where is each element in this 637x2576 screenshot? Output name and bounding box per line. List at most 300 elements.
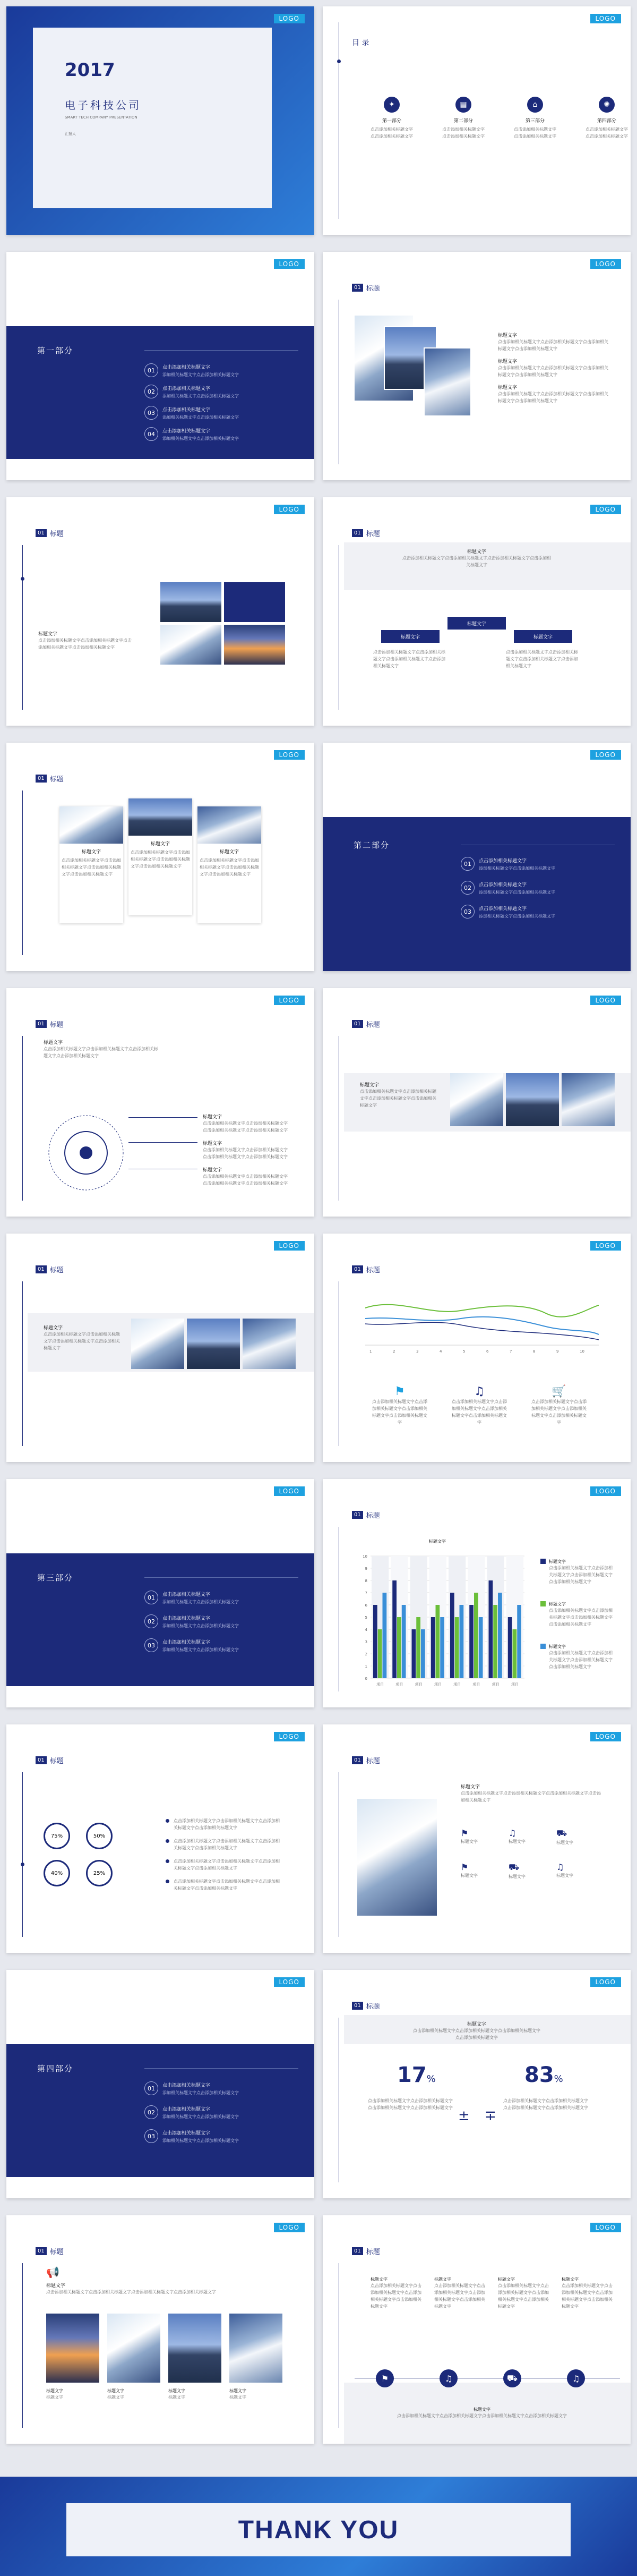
card-text: 点击添加相关标题文字点击添加相关标题文字点击添加相关标题文字点击添加相关标题文字 [200,858,259,877]
thankyou-banner [0,2477,637,2576]
photo [450,1073,503,1126]
slide-part-3 [6,1479,314,1707]
text-body: 点击添加相关标题文字点击添加相关标题文字点击添加相关标题文字点击添加相关标题文字 [44,1047,158,1058]
section-number: 01 [36,1756,47,1764]
stat-right [524,2063,563,2087]
toc-item-label: 第一部分 [382,118,401,124]
timeline-item-text: 点击添加相关标题文字点击添加相关标题文字点击添加相关标题文字点击添加相关标题文字 [562,2283,613,2309]
slide-heading [36,2246,64,2256]
photo [187,1319,240,1369]
part-item-desc: 添加相关标题文字点击添加相关标题文字 [479,866,555,871]
list-item-text: 点击添加相关标题文字点击添加相关标题文字点击添加相关标题文字点击添加相关标题文字 [174,1839,280,1850]
part-title: 第三部分 [37,1573,74,1583]
logo: LOGO [274,1241,305,1251]
part-item-desc: 添加相关标题文字点击添加相关标题文字 [479,914,555,919]
part-item-number: 03 [144,2129,158,2143]
slide-heading [352,2246,380,2256]
x-tick: 项目 [395,1682,403,1687]
bar [436,1605,440,1678]
part-item[interactable] [144,2129,239,2144]
card-title: 标题文字 [219,849,239,855]
text-body: 点击添加相关标题文字点击添加相关标题文字点击添加相关标题文字点击添加相关标题文字 [203,1121,288,1133]
card[interactable] [197,806,261,923]
y-tick: 3 [365,1640,367,1644]
part-item-number: 02 [144,385,158,398]
slide-photo-icons [323,1724,631,1953]
bar [412,1629,416,1678]
list-item-text: 点击添加相关标题文字点击添加相关标题文字点击添加相关标题文字点击添加相关标题文字 [174,1818,280,1830]
x-tick: 项目 [376,1682,384,1687]
flag-icon: ⚑ [461,1862,469,1872]
timeline-dot [21,577,24,581]
part-item[interactable] [461,881,555,895]
feature-text: 点击添加相关标题文字点击添加相关标题文字点击添加相关标题文字点击添加相关标题文字 [452,1399,507,1425]
part-item-desc: 添加相关标题文字点击添加相关标题文字 [162,1623,239,1628]
text-title: 标题文字 [203,1115,222,1120]
feature[interactable] [371,1385,429,1426]
section-title: 标题 [49,776,64,784]
logo: LOGO [274,750,305,760]
part-item[interactable] [144,385,239,399]
bar [517,1605,521,1678]
target-graphic [38,1110,144,1195]
bar [383,1593,387,1678]
timeline [22,790,23,955]
slide-four-photos [6,2215,314,2444]
caption-title: 标题文字 [168,2388,185,2393]
cart-icon: ⛟ [509,1862,520,1872]
y-tick: 2 [365,1652,367,1656]
stat-right-text: 点击添加相关标题文字点击添加相关标题文字点击添加相关标题文字点击添加相关标题文字 [503,2098,588,2110]
section-title: 标题 [366,1266,380,1274]
y-tick: 7 [365,1591,367,1595]
stat-value: 17 [397,2063,427,2087]
slide-cover [6,6,314,235]
music-icon: ♫ [509,1828,517,1838]
slide-part-2 [323,743,631,971]
timeline-item-text: 点击添加相关标题文字点击添加相关标题文字点击添加相关标题文字点击添加相关标题文字 [434,2283,485,2309]
timeline-item-text: 点击添加相关标题文字点击添加相关标题文字点击添加相关标题文字点击添加相关标题文字 [498,2283,549,2309]
flag-icon: ⚑ [461,1828,469,1838]
x-tick: 项目 [415,1682,423,1687]
flag-icon[interactable]: ⚑ [376,2369,394,2387]
y-tick: 10 [363,1554,367,1559]
photo [506,1073,559,1126]
bar [508,1617,512,1678]
compass-icon: ✦ [384,97,400,113]
chart-title: 标题文字 [429,1539,446,1544]
photo [562,1073,615,1126]
x-tick: 项目 [434,1682,442,1687]
percent-circle: 75% [44,1823,70,1849]
slide-heading [352,2001,380,2011]
timeline-item [562,2276,615,2310]
color-block [224,582,285,622]
part-item[interactable] [144,2081,239,2096]
toc-item-desc: 点击添加相关标题文字点击添加相关标题文字 [514,127,556,139]
logo: LOGO [590,1732,621,1741]
feature-text: 点击添加相关标题文字点击添加相关标题文字点击添加相关标题文字点击添加相关标题文字 [372,1399,427,1425]
flag-icon: ⚑ [394,1385,405,1398]
flow-center-box[interactable]: 标题文字 [447,617,506,630]
part-item[interactable] [461,905,555,919]
x-tick: 项目 [453,1682,461,1687]
part-item[interactable] [144,2105,239,2120]
part-item-number: 02 [461,881,475,895]
legend-label: 标题文字 [549,1602,566,1606]
section-number: 01 [36,529,47,537]
part-item-number: 03 [144,1638,158,1652]
part-item-title: 点击添加相关标题文字 [162,1592,211,1597]
part-title: 第一部分 [37,346,74,355]
icon-item-text: 标题文字 [556,1873,573,1878]
section-title: 标题 [366,2003,380,2011]
part-item-number: 04 [144,427,158,441]
slide-heading [36,1019,64,1029]
logo: LOGO [590,1486,621,1496]
part-item-title: 点击添加相关标题文字 [162,429,211,434]
photo [424,347,471,416]
icon-item-text: 标题文字 [461,1839,478,1844]
card-text: 点击添加相关标题文字点击添加相关标题文字点击添加相关标题文字点击添加相关标题文字 [131,850,190,869]
section-title: 标题 [49,530,64,538]
part-item-desc: 添加相关标题文字点击添加相关标题文字 [162,2114,239,2119]
section-title: 标题 [366,1757,380,1765]
logo: LOGO [590,2223,621,2232]
icon-item[interactable] [556,1828,604,1846]
part-item[interactable] [144,1591,239,1605]
y-tick: 6 [365,1603,367,1608]
section-number: 01 [352,1020,363,1028]
section-title: 标题 [366,2248,380,2256]
list-item [166,1878,282,1892]
photo [197,806,261,844]
bar-chart [355,1545,535,1694]
part-item-number: 01 [144,2081,158,2095]
slide-photo-text [323,252,631,480]
icon-item[interactable] [556,1862,604,1880]
legend-text: 点击添加相关标题文字点击添加相关标题文字点击添加相关标题文字点击添加相关标题文字 [549,1651,613,1669]
text-body: 点击添加相关标题文字点击添加相关标题文字点击添加相关标题文字点击添加相关标题文字 [46,2290,216,2294]
card-title: 标题文字 [150,841,170,847]
part-item[interactable] [144,363,239,378]
text-body: 点击添加相关标题文字点击添加相关标题文字点击添加相关标题文字点击添加相关标题文字 [413,2028,540,2040]
toc-item-desc: 点击添加相关标题文字点击添加相关标题文字 [371,127,413,139]
part-item[interactable] [144,1614,239,1629]
caption-text: 标题文字 [229,2395,246,2400]
series-line [365,1322,599,1340]
legend-label: 标题文字 [549,1644,566,1649]
caption-text: 标题文字 [107,2395,124,2400]
section-number: 01 [36,1020,47,1028]
timeline [22,545,23,710]
percent-circle: 50% [86,1823,113,1849]
part-item-desc: 添加相关标题文字点击添加相关标题文字 [162,2138,239,2143]
x-tick: 项目 [472,1682,480,1687]
text-body: 点击添加相关标题文字点击添加相关标题文字点击添加相关标题文字点击添加相关标题文字 [498,339,608,351]
bar [378,1629,382,1678]
part-item-desc: 添加相关标题文字点击添加相关标题文字 [162,372,239,377]
x-tick: 9 [556,1349,559,1354]
part-item-desc: 添加相关标题文字点击添加相关标题文字 [162,2090,239,2095]
logo: LOGO [590,1241,621,1251]
slide-three-cards [6,743,314,971]
bar [513,1629,517,1678]
text-title: 标题文字 [467,2022,486,2027]
part-item-number: 02 [144,1614,158,1628]
text-body: 点击添加相关标题文字点击添加相关标题文字点击添加相关标题文字点击添加相关标题文字 [203,1147,288,1159]
text-body: 点击添加相关标题文字点击添加相关标题文字点击添加相关标题文字点击添加相关标题文字 [397,2413,567,2418]
section-number: 01 [352,1756,363,1764]
divider [144,350,298,351]
toc-item-desc: 点击添加相关标题文字点击添加相关标题文字 [442,127,485,139]
photo [243,1319,296,1369]
slide-part-1 [6,252,314,480]
slide-toc [323,6,631,235]
bar [489,1580,493,1678]
stat-left-text: 点击添加相关标题文字点击添加相关标题文字点击添加相关标题文字点击添加相关标题文字 [368,2098,453,2110]
text-title: 标题文字 [498,333,518,338]
part-item-number: 01 [144,1591,158,1604]
bar [392,1580,397,1678]
slide-text-photogrid [6,497,314,726]
card[interactable] [59,806,123,923]
icon-item-text: 标题文字 [556,1840,573,1845]
part-item[interactable] [461,857,555,871]
photo [46,2314,99,2383]
bar [460,1605,464,1678]
timeline-item-title: 标题文字 [498,2277,515,2282]
section-band [6,326,314,459]
y-tick: 4 [365,1628,367,1632]
toc-item[interactable] [442,97,485,140]
text-title: 标题文字 [38,632,58,637]
section-band [6,2044,314,2177]
music-icon[interactable]: ♫ [440,2369,458,2387]
part-item-title: 点击添加相关标题文字 [162,386,211,392]
stat-unit: % [554,2073,563,2085]
plus-minus-icon: ± [458,2108,470,2124]
timeline-dot [337,59,341,63]
photo [357,1799,437,1916]
text-title: 标题文字 [498,359,518,364]
toc-item-label: 第二部分 [453,118,473,124]
timeline [22,2263,23,2428]
bar [450,1593,454,1678]
text-body: 点击添加相关标题文字点击添加相关标题文字点击添加相关标题文字点击添加相关标题文字 [498,392,608,403]
flow-left-box[interactable]: 标题文字 [381,630,440,643]
part-item-desc: 添加相关标题文字点击添加相关标题文字 [162,436,239,441]
y-tick: 1 [365,1664,367,1669]
list-item [166,1858,282,1872]
slide-heading [36,773,64,784]
cart-icon[interactable]: ⛟ [503,2369,521,2387]
x-tick: 7 [510,1349,512,1354]
icon-item-text: 标题文字 [509,1839,526,1844]
percent-circle: 25% [86,1860,113,1886]
section-number: 01 [352,284,363,292]
section-title: 标题 [366,285,380,293]
bar [479,1617,483,1678]
toc-item-label: 第四部分 [597,118,616,124]
toc-item[interactable] [514,97,556,140]
list-item [166,1838,282,1851]
slide-flow [323,497,631,726]
text-title: 标题文字 [44,1325,63,1331]
text-title: 标题文字 [474,2407,490,2412]
target-label [203,1140,288,1160]
caption [107,2388,160,2401]
bar [421,1629,425,1678]
slide-target [6,988,314,1217]
target-label [203,1166,288,1187]
feature[interactable] [530,1385,588,1426]
slide-bar-chart [323,1479,631,1707]
timeline-item-text: 点击添加相关标题文字点击添加相关标题文字点击添加相关标题文字点击添加相关标题文字 [371,2283,421,2309]
logo: LOGO [590,1977,621,1987]
icon-item[interactable] [461,1828,509,1846]
icon-item-text: 标题文字 [461,1873,478,1878]
flow-top-title: 标题文字 [467,549,486,555]
logo: LOGO [590,996,621,1005]
text-title: 标题文字 [203,1168,222,1173]
section-number: 01 [36,2247,47,2255]
text-body: 点击添加相关标题文字点击添加相关标题文字点击添加相关标题文字点击添加相关标题文字 [498,365,608,377]
text-title: 标题文字 [498,385,518,390]
toc-item-label: 第三部分 [525,118,545,124]
cover-subtitle: SMART TECH COMPANY PRESENTATION [65,115,137,120]
list-item [166,1817,282,1831]
music-icon: ♫ [556,1862,564,1872]
toc-title: 目 录 [352,39,369,47]
part-item-title: 点击添加相关标题文字 [162,365,211,370]
legend-label: 标题文字 [549,1559,566,1564]
section-title: 标题 [49,1757,64,1765]
section-title: 标题 [366,530,380,538]
caption-text: 标题文字 [168,2395,185,2400]
slide-heading [36,528,64,538]
percent-circle: 40% [44,1860,70,1886]
photo [168,2314,221,2383]
slide-heading [36,1755,64,1765]
slide-heading [352,1019,380,1029]
slide-line-chart [323,1234,631,1462]
photo [229,2314,282,2383]
bar [397,1617,401,1678]
logo: LOGO [590,14,621,23]
flow-right-text: 点击添加相关标题文字点击添加相关标题文字点击添加相关标题文字点击添加相关标题文字 [506,650,578,668]
toc-item[interactable] [586,97,628,140]
timeline-dot [21,1863,24,1866]
stat-left [397,2063,436,2087]
legend-text: 点击添加相关标题文字点击添加相关标题文字点击添加相关标题文字点击添加相关标题文字 [549,1608,613,1627]
music-icon[interactable]: ♫ [567,2369,585,2387]
card[interactable] [128,798,192,915]
part-item[interactable] [144,427,239,441]
logo: LOGO [274,505,305,514]
logo: LOGO [590,750,621,760]
section-number: 01 [352,1265,363,1273]
caption-text: 标题文字 [46,2395,63,2400]
x-tick: 3 [416,1349,419,1354]
part-item[interactable] [144,406,239,420]
cover-company: 电子科技公司 [65,99,141,112]
caption [46,2388,99,2401]
logo: LOGO [274,14,305,23]
section-band [6,1553,314,1686]
bar [431,1617,435,1678]
part-title: 第二部分 [354,840,390,850]
timeline-item-title: 标题文字 [434,2277,451,2282]
caption [229,2388,282,2401]
y-tick: 5 [365,1616,367,1620]
slide-text-photos [6,1234,314,1462]
y-tick: 8 [365,1579,367,1583]
icon-item[interactable] [461,1862,509,1880]
part-title: 第四部分 [37,2064,74,2073]
section-title: 标题 [49,1266,64,1274]
bar [440,1617,444,1678]
icon-item[interactable] [509,1828,556,1846]
section-title: 标题 [366,1512,380,1520]
logo: LOGO [590,505,621,514]
section-number: 01 [352,1511,363,1519]
bar [474,1593,478,1678]
feature-text: 点击添加相关标题文字点击添加相关标题文字点击添加相关标题文字点击添加相关标题文字 [531,1399,587,1425]
timeline-item [498,2276,551,2310]
caption-title: 标题文字 [107,2388,124,2393]
slide-heading [352,1264,380,1274]
toc-item[interactable] [371,97,413,140]
stat-unit: % [426,2073,436,2085]
logo: LOGO [274,1732,305,1741]
timeline [22,1036,23,1201]
part-item-number: 03 [461,905,475,919]
part-item-title: 点击添加相关标题文字 [162,1616,211,1621]
part-item-desc: 添加相关标题文字点击添加相关标题文字 [162,394,239,398]
bar [373,1605,377,1678]
series-line [365,1317,599,1334]
bar [416,1617,420,1678]
toc-item-desc: 点击添加相关标题文字点击添加相关标题文字 [586,127,628,139]
legend-item [540,1644,615,1670]
part-item[interactable] [144,1638,239,1653]
section-number: 01 [352,529,363,537]
part-item-number: 01 [144,363,158,377]
x-tick: 8 [533,1349,536,1354]
y-tick: 9 [365,1567,367,1571]
caption [168,2388,221,2401]
divider [144,2068,298,2069]
megaphone-icon: 📢 [46,2266,59,2279]
home-icon: ⌂ [527,97,543,113]
text-title: 标题文字 [360,1083,380,1088]
icon-item[interactable] [509,1862,556,1880]
part-item-title: 点击添加相关标题文字 [162,407,211,413]
slide-part-4 [6,1970,314,2198]
section-number: 01 [352,2002,363,2010]
part-item-title: 点击添加相关标题文字 [162,2083,211,2088]
document-icon: ▤ [455,97,471,113]
feature[interactable] [450,1385,509,1426]
flow-right-box[interactable]: 标题文字 [514,630,572,643]
photo [224,625,285,665]
photo [59,806,123,844]
bar [493,1605,497,1678]
flow-left-text: 点击添加相关标题文字点击添加相关标题文字点击添加相关标题文字点击添加相关标题文字 [373,650,445,668]
part-item-number: 03 [144,406,158,420]
logo: LOGO [274,996,305,1005]
